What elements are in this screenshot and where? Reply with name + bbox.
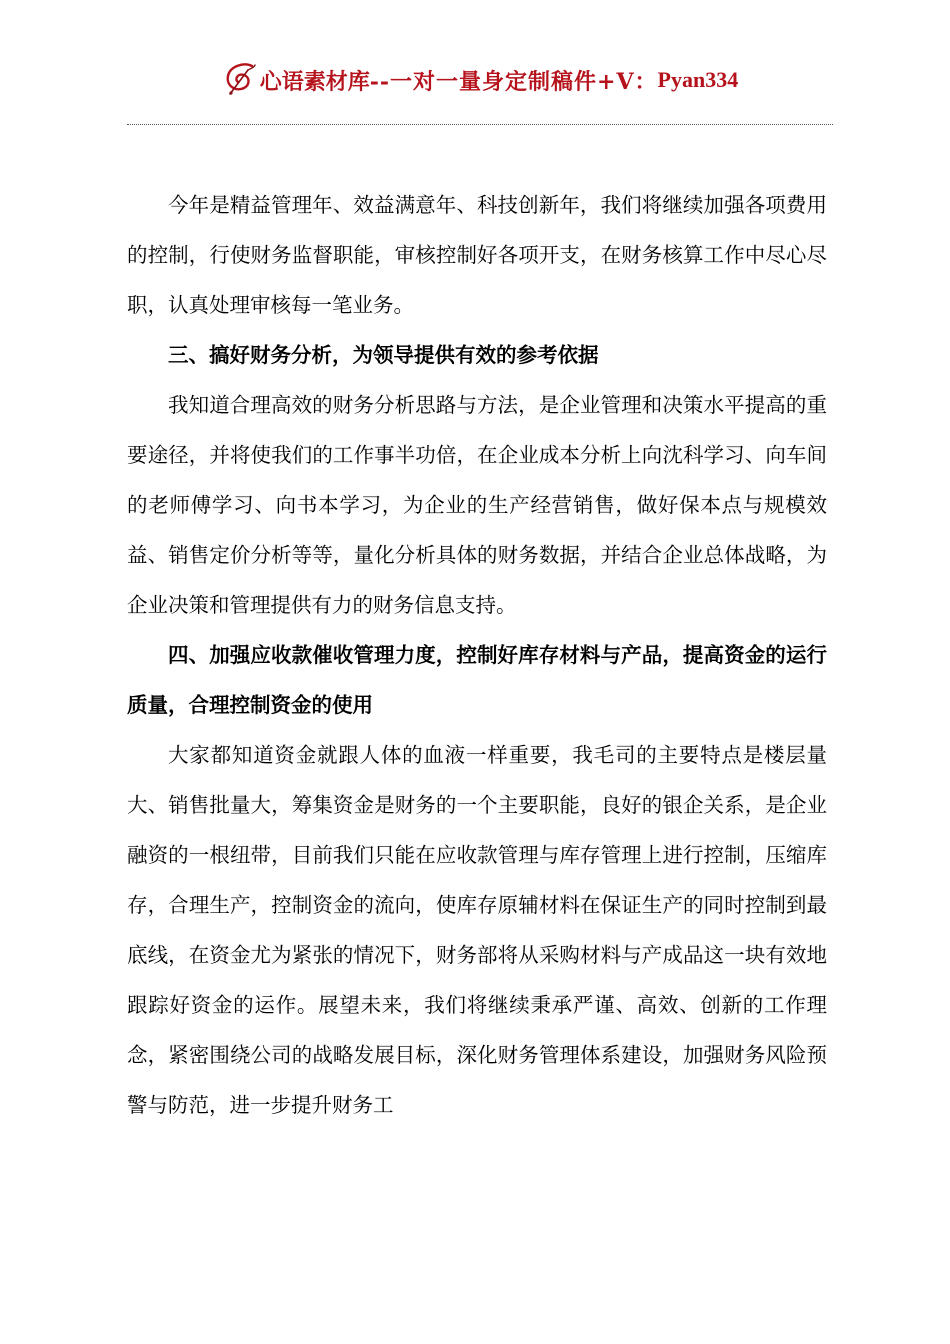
- section-heading: 三、搞好财务分析，为领导提供有效的参考依据: [168, 343, 599, 367]
- paragraph: 今年是精益管理年、效益满意年、科技创新年，我们将继续加强各项费用的控制，行使财务监督职能，审核控制好各项开支，在财务核算工作中尽心尽职，认真处理审核每一笔业务。: [127, 193, 827, 317]
- page-header: [127, 56, 833, 104]
- contact-id: Pyan334: [657, 67, 739, 92]
- document-body: [127, 180, 827, 1130]
- brand-name: 心语素材库: [259, 68, 370, 95]
- section-heading: 四、加强应收款催收管理力度，控制好库存材料与产品，提高资金的运行质量，合理控制资金的使用: [127, 643, 827, 717]
- header-divider: [127, 124, 833, 125]
- paragraph: 我知道合理高效的财务分析思路与方法，是企业管理和决策水平提高的重要途径，并将使我们的工作事半功倍，在企业成本分析上向沈科学习、向车间的老师傅学习、向书本学习，为企业的生产经营销售，做好保本点与规模效益、销售定价分析等等，量化分析具体的财务数据，并结合企业总体战略，为企业决策和管理提供有力的财务信息支持。: [127, 393, 827, 617]
- quill-swirl-icon: [222, 60, 258, 100]
- paragraph: 大家都知道资金就跟人体的血液一样重要，我毛司的主要特点是楼层量大、销售批量大，筹集资金是财务的一个主要职能，良好的银企关系，是企业融资的一根纽带，目前我们只能在应收款管理与库存管理上进行控制，压缩库存，合理生产，控制资金的流向，使库存原辅材料在保证生产的同时控制到最底线，在资金尤为紧张的情况下，财务部将从采购材料与产成品这一块有效地跟踪好资金的运作。展望未来，我们将继续秉承严谨、高效、创新的工作理念，紧密围绕公司的战略发展目标，深化财务管理体系建设，加强财务风险预警与防范，进一步提升财务工: [127, 743, 827, 1117]
- header-tagline: --一对一量身定制稿件+V：: [369, 68, 658, 95]
